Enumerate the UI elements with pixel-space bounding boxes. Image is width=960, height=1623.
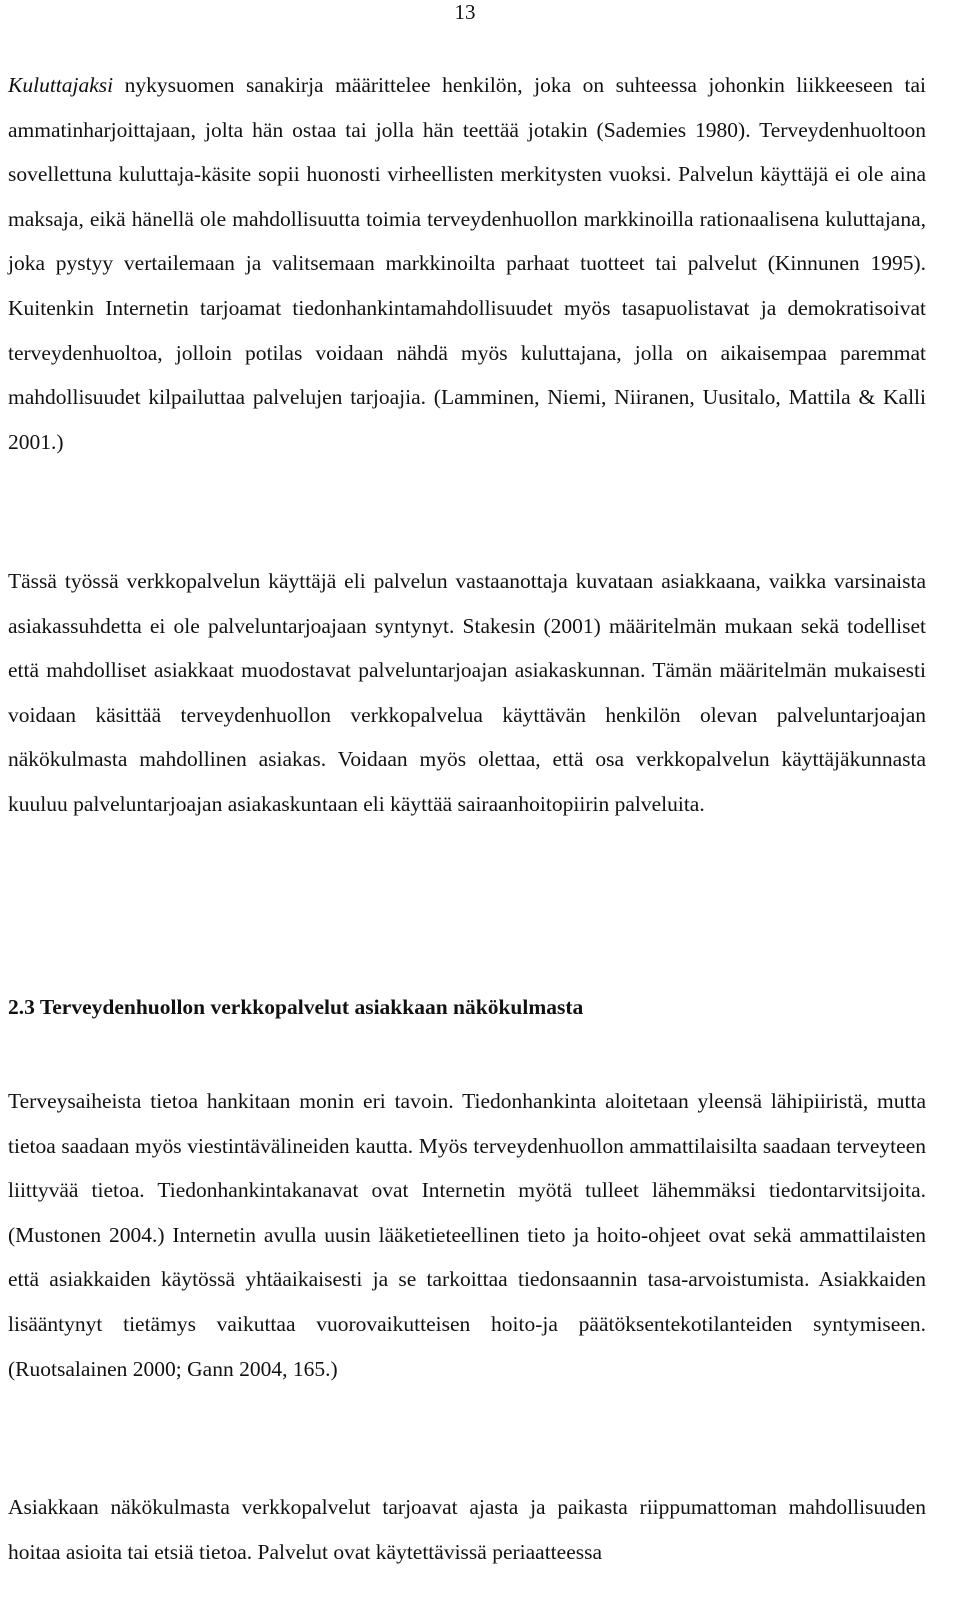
page-number: 13 bbox=[454, 0, 476, 24]
italic-term: Kuluttajaksi bbox=[8, 73, 114, 97]
paragraph-information-seeking: Terveysaiheista tietoa hankitaan monin eri tavoin. Tiedonhankinta aloitetaan yleensä lähipiiristä, mutta tietoa saadaan myös viestintävälineiden kautta. Myös terveydenhuollon ammattilaisilta saadaan terveyteen liittyvää tietoa. Tiedonhankintakanavat ovat Internetin myötä tulleet lähemmäksi tiedontarvitsijoita. (Mustonen 2004.) Internetin avulla uusin lääketieteellinen tieto ja hoito-ohjeet ovat sekä ammattilaisten että asiakkaiden käytössä yhtäaikaisesti ja se tarkoittaa tiedonsaannin tasa-arvoistumista. Asiakkaiden lisääntynyt tietämys vaikuttaa vuorovaikutteisen hoito-ja päätöksentekotilanteiden syntymiseen. (Ruotsalainen 2000; Gann 2004, 165.) bbox=[8, 1089, 926, 1381]
paragraph-kuluttaja-definition bbox=[8, 63, 926, 464]
section-heading: 2.3 Terveydenhuollon verkkopalvelut asiakkaan näkökulmasta bbox=[8, 995, 584, 1019]
paragraph-customer-perspective: Asiakkaan näkökulmasta verkkopalvelut tarjoavat ajasta ja paikasta riippumattoman mahdollisuuden hoitaa asioita tai etsiä tietoa. Palvelut ovat käytettävissä periaatteessa bbox=[8, 1495, 926, 1564]
paragraph-text: nykysuomen sanakirja määrittelee henkilön, joka on suhteessa johonkin liikkeeseen tai ammatinharjoittajaan, jolta hän ostaa tai jolla hän teettää jotakin (Sademies 1980). Terveydenhuoltoon sovellettuna kuluttaja-käsite sopii huonosti virheellisten merkitysten vuoksi. Palvelun käyttäjä ei ole aina maksaja, eikä hänellä ole mahdollisuutta toimia terveydenhuollon markkinoilla rationaalisena kuluttajana, joka pystyy vertailemaan ja valitsemaan markkinoilta parhaat tuotteet tai palvelut (Kinnunen 1995). Kuitenkin Internetin tarjoamat tiedonhankintamahdollisuudet myös tasapuolistavat ja demokratisoivat terveydenhuoltoa, jolloin potilas voidaan nähdä myös kuluttajana, jolla on aikaisempaa paremmat mahdollisuudet kilpailuttaa palvelujen tarjoajia. (Lamminen, Niemi, Niiranen, Uusitalo, Mattila & Kalli 2001.) bbox=[8, 73, 926, 454]
paragraph-asiakas-definition: Tässä työssä verkkopalvelun käyttäjä eli palvelun vastaanottaja kuvataan asiakkaana, vaikka varsinaista asiakassuhdetta ei ole palveluntarjoajaan syntynyt. Stakesin (2001) määritelmän mukaan sekä todelliset että mahdolliset asiakkaat muodostavat palveluntarjoajan asiakaskunnan. Tämän määritelmän mukaisesti voidaan käsittää terveydenhuollon verkkopalvelua käyttävän henkilön olevan palveluntarjoajan näkökulmasta mahdollinen asiakas. Voidaan myös olettaa, että osa verkkopalvelun käyttäjäkunnasta kuuluu palveluntarjoajan asiakaskuntaan eli käyttää sairaanhoitopiirin palveluita. bbox=[8, 569, 926, 816]
